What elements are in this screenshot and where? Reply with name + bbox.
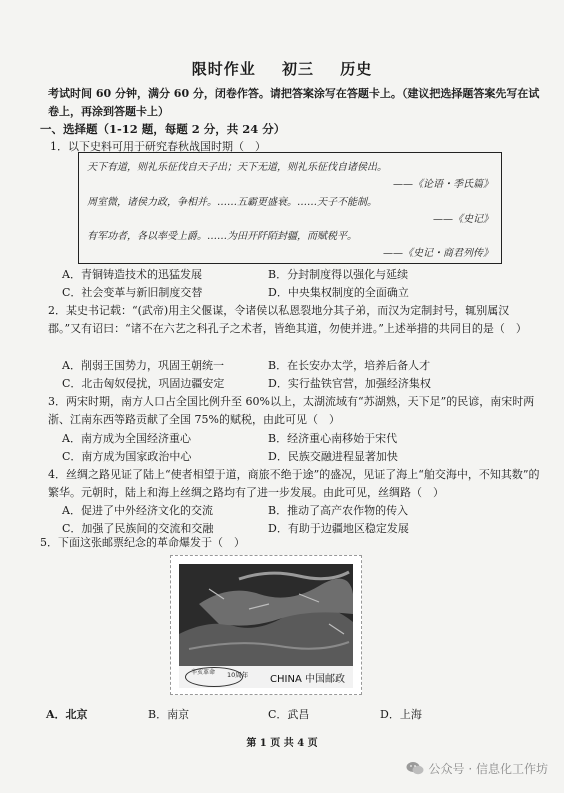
source-box	[78, 152, 502, 264]
exam-notice: 考试时间 60 分钟，满分 60 分，闭卷作答。请把答案涂写在答题卡上。（建议把选择题答案先写在试卷上，再涂到答题卡上）	[48, 87, 540, 118]
q1-option-b: B．分封制度得以强化与延续	[268, 268, 409, 281]
q4-option-d: D．有助于边疆地区稳定发展	[268, 522, 409, 535]
q3-option-a: A．南方成为全国经济重心	[62, 432, 191, 445]
source-cite-1: ——《论语・季氏篇》	[393, 179, 493, 190]
q1-option-a: A．青铜铸造技术的迅猛发展	[62, 268, 202, 281]
q1-option-d: D．中央集权制度的全面确立	[268, 286, 409, 299]
q1-option-c: C．社会变革与新旧制度交替	[62, 286, 203, 299]
source-line-3: 有军功者，各以率受上爵。……为田开阡陌封疆，而赋税平。	[87, 231, 357, 242]
source-line-2: 周室微，诸侯力政，争相并。……五霸更盛衰。……天子不能制。	[87, 197, 377, 208]
stamp-caption: CHINA 中国邮政	[270, 674, 345, 685]
postmark-anniversary: 10周年	[227, 671, 249, 679]
source-cite-2: ——《史记》	[433, 214, 493, 225]
question-4-stem: 4．丝绸之路见证了陆上“使者相望于道，商旅不绝于途”的盛况，见证了海上“舶交海中，不知其数”的繁华。元朝时，陆上和海上丝绸之路均有了进一步发展。由此可见，丝绸路（ ）	[48, 468, 540, 499]
question-5-stem: 5．下面这张邮票纪念的革命爆发于（ ）	[40, 536, 245, 549]
postmark-text: 辛亥革命	[191, 669, 216, 676]
q3-option-c: C．南方成为国家政治中心	[62, 450, 192, 463]
q3-option-d: D．民族交融进程显著加快	[268, 450, 398, 463]
watermark-text: 公众号 · 信息化工作坊	[428, 762, 548, 776]
watermark	[406, 760, 548, 777]
q2-option-d: D．实行盐铁官营，加强经济集权	[268, 377, 431, 390]
page-title: 限时作业 初三 历史	[191, 60, 373, 78]
q4-option-a: A．促进了中外经济文化的交流	[62, 504, 213, 517]
q4-option-c: C．加强了民族间的交流和交融	[62, 522, 214, 535]
stamp-engraving-graphic	[179, 564, 353, 666]
q5-option-b: B．南京	[148, 708, 190, 721]
question-3-stem: 3．两宋时期，南方人口占全国比例升至 60%以上，太湖流域有“苏湖熟，天下足”的民谚，南宋时两浙、江南东西等路贡献了全国 75%的赋税，由此可见（ ）	[48, 395, 535, 426]
source-cite-3: ——《史记・商君列传》	[383, 248, 493, 259]
q2-option-b: B．在长安办太学，培养后备人才	[268, 359, 431, 372]
q5-option-a: A．北京	[46, 708, 88, 721]
source-line-1: 天下有道，则礼乐征伐自天子出；天下无道，则礼乐征伐自诸侯出。	[87, 162, 387, 173]
stamp-image	[170, 555, 362, 695]
page-footer: 第 1 页 共 4 页	[246, 738, 318, 749]
q5-option-c: C．武昌	[268, 708, 310, 721]
q3-option-b: B．经济重心南移始于宋代	[268, 432, 398, 445]
q2-option-c: C．北击匈奴侵扰，巩固边疆安定	[62, 377, 225, 390]
q2-option-a: A．削弱王国势力，巩固王朝统一	[62, 359, 224, 372]
section-heading: 一、选择题（1-12 题，每题 2 分，共 24 分）	[40, 122, 286, 136]
q5-option-d: D．上海	[380, 708, 422, 721]
q4-option-b: B．推动了高产农作物的传入	[268, 504, 409, 517]
question-1-stem: 1．以下史料可用于研究春秋战国时期（ ）	[50, 140, 266, 153]
wechat-icon	[406, 761, 424, 775]
stamp-artwork	[179, 564, 353, 688]
question-2-stem: 2．某史书记载：“(武帝)用主父偃谋，令诸侯以私恩裂地分其子弟，而汉为定制封号，辄别属汉郡。”又有诏曰：“诸不在六艺之科孔子之术者，皆绝其道，勿使并进。”上述举措的共同目的是（ ）	[48, 304, 527, 335]
stamp-caption-bar	[179, 666, 353, 688]
